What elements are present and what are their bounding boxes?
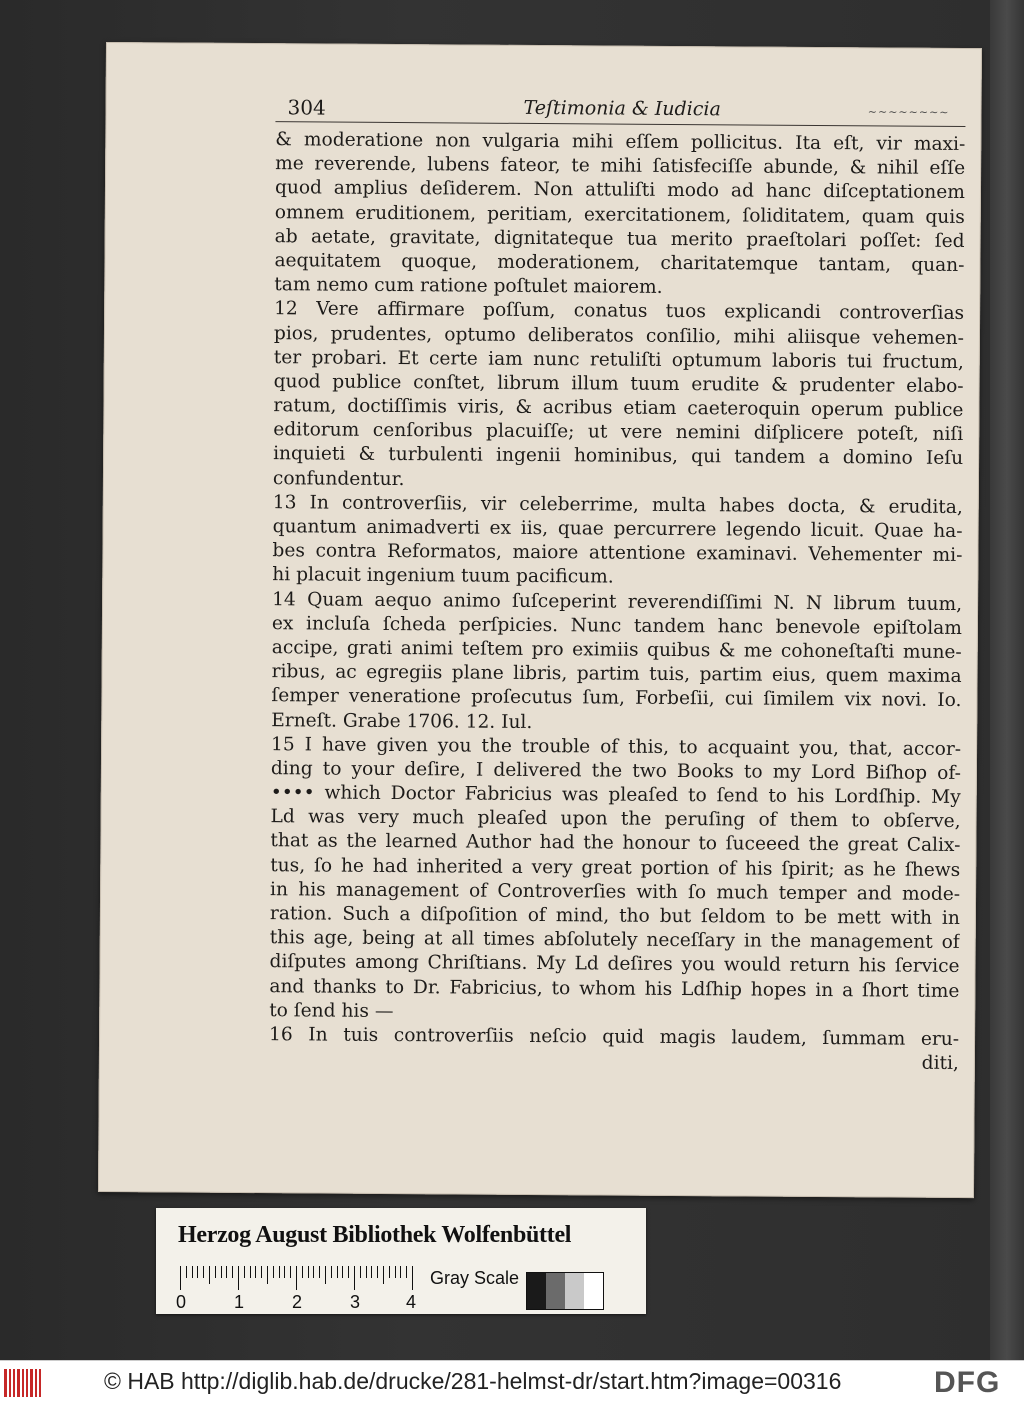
text-line: me reverende, lubens fateor, te mihi ſatisfeciſſe abunde, & nihil eſſe (275, 153, 966, 180)
text-line: & moderatione non vulgaria mihi eſſem pollicitus. Ita eſt, vir maxi- (275, 129, 966, 156)
text-line: confundentur. (272, 467, 405, 490)
ruler-tick (354, 1266, 355, 1290)
text-line: ter probari. Et certe iam nunc retuliſti optumum laboris tui fructum, (273, 346, 964, 373)
ruler-tick (348, 1266, 349, 1278)
ruler-tick (406, 1266, 407, 1278)
scanned-page (98, 42, 982, 1198)
gray-swatch (527, 1273, 546, 1309)
running-title: Teſtimonia & Iudicia (523, 96, 721, 121)
ruler-tick (261, 1266, 262, 1278)
barcode-bar (13, 1369, 15, 1397)
ruler-tick (400, 1266, 401, 1278)
text-line: and thanks to Dr. Fabricius, to whom his Ldſhip hopes in a ſhort time (269, 975, 960, 1002)
ruler-tick (232, 1266, 233, 1278)
text-line: pios, prudentes, optumo deliberatos conſilio, mihi aliisque vehemen- (273, 322, 965, 349)
text-line: tam nemo cum ratione poſtulet maiorem. (274, 274, 663, 299)
ruler-tick (296, 1266, 297, 1290)
text-line: quod amplius deſiderem. Non attuliſti modo ad hanc diſceptationem (274, 177, 966, 204)
ruler-number: 3 (350, 1292, 361, 1312)
text-line: ribus, ac egregiis plane libris, partim tuis, partim eius, quem maxima (271, 661, 962, 688)
ruler-tick (302, 1266, 303, 1278)
ruler-tick (337, 1266, 338, 1278)
ruler-tick (371, 1266, 372, 1278)
ruler-tick (342, 1266, 343, 1278)
text-line: in his management of Controverſies with ſo much temper and mode- (270, 878, 961, 905)
barcode-bar (22, 1369, 24, 1397)
text-line: bes contra Reformatos, maiore attentione examinavi. Vehementer mi- (272, 540, 963, 567)
adjacent-page-edge (990, 0, 1024, 1360)
ruler-tick (226, 1266, 227, 1278)
text-line: Erneſt. Grabe 1706. 12. Iul. (271, 709, 533, 733)
permalink-link[interactable]: © HAB http://diglib.hab.de/drucke/281-helmst-dr/start.htm?image=00316 (104, 1368, 842, 1394)
text-line: that as the learned Author had the honour to ſuceeed the great Calix- (270, 830, 961, 857)
ruler-tick (209, 1266, 210, 1284)
text-line: 12 Vere affirmare poſſum, conatus tuos explicandi controverſias (274, 298, 965, 325)
ruler-number: 4 (406, 1292, 417, 1312)
barcode-bar (17, 1369, 20, 1397)
gray-swatch (584, 1273, 603, 1309)
text-line: diſputes among Chriſtians. My Ld deſires you would return his ſervice (269, 951, 960, 978)
ruler-number: 1 (234, 1292, 245, 1312)
text-line: omnem eruditionem, peritiam, exercitationem, ſoliditatem, quam quis (274, 201, 965, 228)
ruler-tick (383, 1266, 384, 1284)
ruler-number: 0 (176, 1292, 187, 1312)
text-line: quod publice conſtet, librum illum tuum erudite & prudenter elabo- (273, 371, 964, 397)
page-number: 304 (287, 95, 326, 120)
gray-scale-swatch (526, 1272, 604, 1310)
text-line: Ld was very much pleaſed upon the peruſing of them to obſerve, (270, 806, 961, 833)
ruler-tick (319, 1266, 320, 1278)
ruler-tick (279, 1266, 280, 1278)
text-line: 15 I have given you the trouble of this, to acquaint you, that, accor- (271, 733, 962, 760)
text-line: inquieti & turbulenti ingenii hominibus, qui tandem a domino Ieſu (273, 443, 964, 470)
text-line: accipe, grati animi teſtem pro eximiis quibus & me cohoneſtaſti mune- (271, 637, 962, 663)
dfg-logo: DFG (934, 1366, 1001, 1399)
text-line: ration. Such a diſpoſition of mind, tho but ſeldom to be mett with in (269, 903, 960, 929)
text-line: tus, ſo he had inherited a very great portion of his ſpirit; as he ſhews (270, 854, 961, 881)
gray-swatch (546, 1273, 565, 1309)
ruler-scale (180, 1266, 416, 1290)
barcode-logo-icon (4, 1369, 46, 1397)
ruler-tick (221, 1266, 222, 1278)
text-line: ab aetate, gravitate, dignitateque tua merito praeſtolari poſſet: ſed (274, 225, 965, 252)
barcode-bar (35, 1369, 37, 1397)
text-line: •••• which Doctor Fabricius was pleaſed to ſend to his Lordſhip. My (270, 782, 961, 809)
ruler-tick (244, 1266, 245, 1278)
ruler-tick (186, 1266, 187, 1278)
text-line: ding to your deſire, I delivered the two Books to my Lord Biſhop of- (270, 758, 961, 784)
header-ornament: ~~~~~~~~ (867, 105, 950, 119)
text-line: 14 Quam aequo animo ſuſceperint reverendiſſimi N. N librum tuum, (272, 588, 963, 615)
barcode-bar (4, 1369, 7, 1397)
page-header (275, 93, 965, 127)
barcode-bar (39, 1369, 41, 1397)
color-reference-card (156, 1208, 646, 1314)
catchword: diti, (921, 1052, 959, 1075)
ruler-tick (389, 1266, 390, 1278)
barcode-bar (26, 1369, 28, 1397)
ruler-tick (313, 1266, 314, 1278)
text-line: 13 In controverſiis, vir celeberrime, multa habes docta, & erudita, (272, 491, 963, 518)
text-line: quantum animadverti ex iis, quae percurrere legendo licuit. Quae ha- (272, 516, 963, 542)
page-content (269, 93, 966, 1076)
text-line: hi placuit ingenium tuum pacificum. (272, 564, 614, 588)
barcode-bar (9, 1369, 11, 1397)
ruler-tick (412, 1266, 413, 1290)
ruler-tick (180, 1266, 181, 1290)
ruler-tick (290, 1266, 291, 1278)
text-line: editorum cenſoribus placuiſſe; ut vere nemini diſplicere poteſt, niſi (273, 419, 964, 446)
ruler-tick (215, 1266, 216, 1278)
ruler-tick (284, 1266, 285, 1278)
barcode-bar (30, 1369, 33, 1397)
text-line: ex incluſa ſcheda perſpicies. Nunc tandem hanc benevole epiſtolam (271, 612, 963, 639)
ruler-tick (273, 1266, 274, 1278)
ruler-tick (331, 1266, 332, 1278)
library-name: Herzog August Bibliothek Wolfenbüttel (178, 1222, 572, 1248)
ruler-tick (360, 1266, 361, 1278)
ruler-tick (395, 1266, 396, 1278)
text-line: ſemper veneratione proſecutus ſum, Forbeſii, cui ſimilem vix novi. Io. (271, 685, 962, 712)
ruler-tick (197, 1266, 198, 1278)
text-line: this age, being at all times abſolutely neceſſary in the management of (269, 927, 960, 954)
ruler-tick (267, 1266, 268, 1284)
text-line: to ſend his — (269, 999, 394, 1022)
text-line: aequitatem quoque, moderationem, charitatemque tantam, quan- (274, 250, 965, 276)
gray-swatch (565, 1273, 584, 1309)
ruler-tick (250, 1266, 251, 1278)
body-text (269, 128, 966, 1076)
text-line: ratum, doctiſſimis viris, & acribus etiam caeteroquin operum publice (273, 395, 964, 422)
footer-bar (0, 1360, 1024, 1404)
ruler-tick (238, 1266, 239, 1290)
text-line: 16 In tuis controverſiis neſcio quid magis laudem, ſummam eru- (269, 1024, 960, 1050)
ruler-tick (308, 1266, 309, 1278)
gray-scale-label: Gray Scale (430, 1268, 520, 1288)
ruler-tick (366, 1266, 367, 1278)
ruler-tick (192, 1266, 193, 1278)
ruler-number: 2 (292, 1292, 303, 1312)
ruler-tick (203, 1266, 204, 1278)
ruler-tick (255, 1266, 256, 1278)
ruler-tick (377, 1266, 378, 1278)
ruler-tick (325, 1266, 326, 1284)
